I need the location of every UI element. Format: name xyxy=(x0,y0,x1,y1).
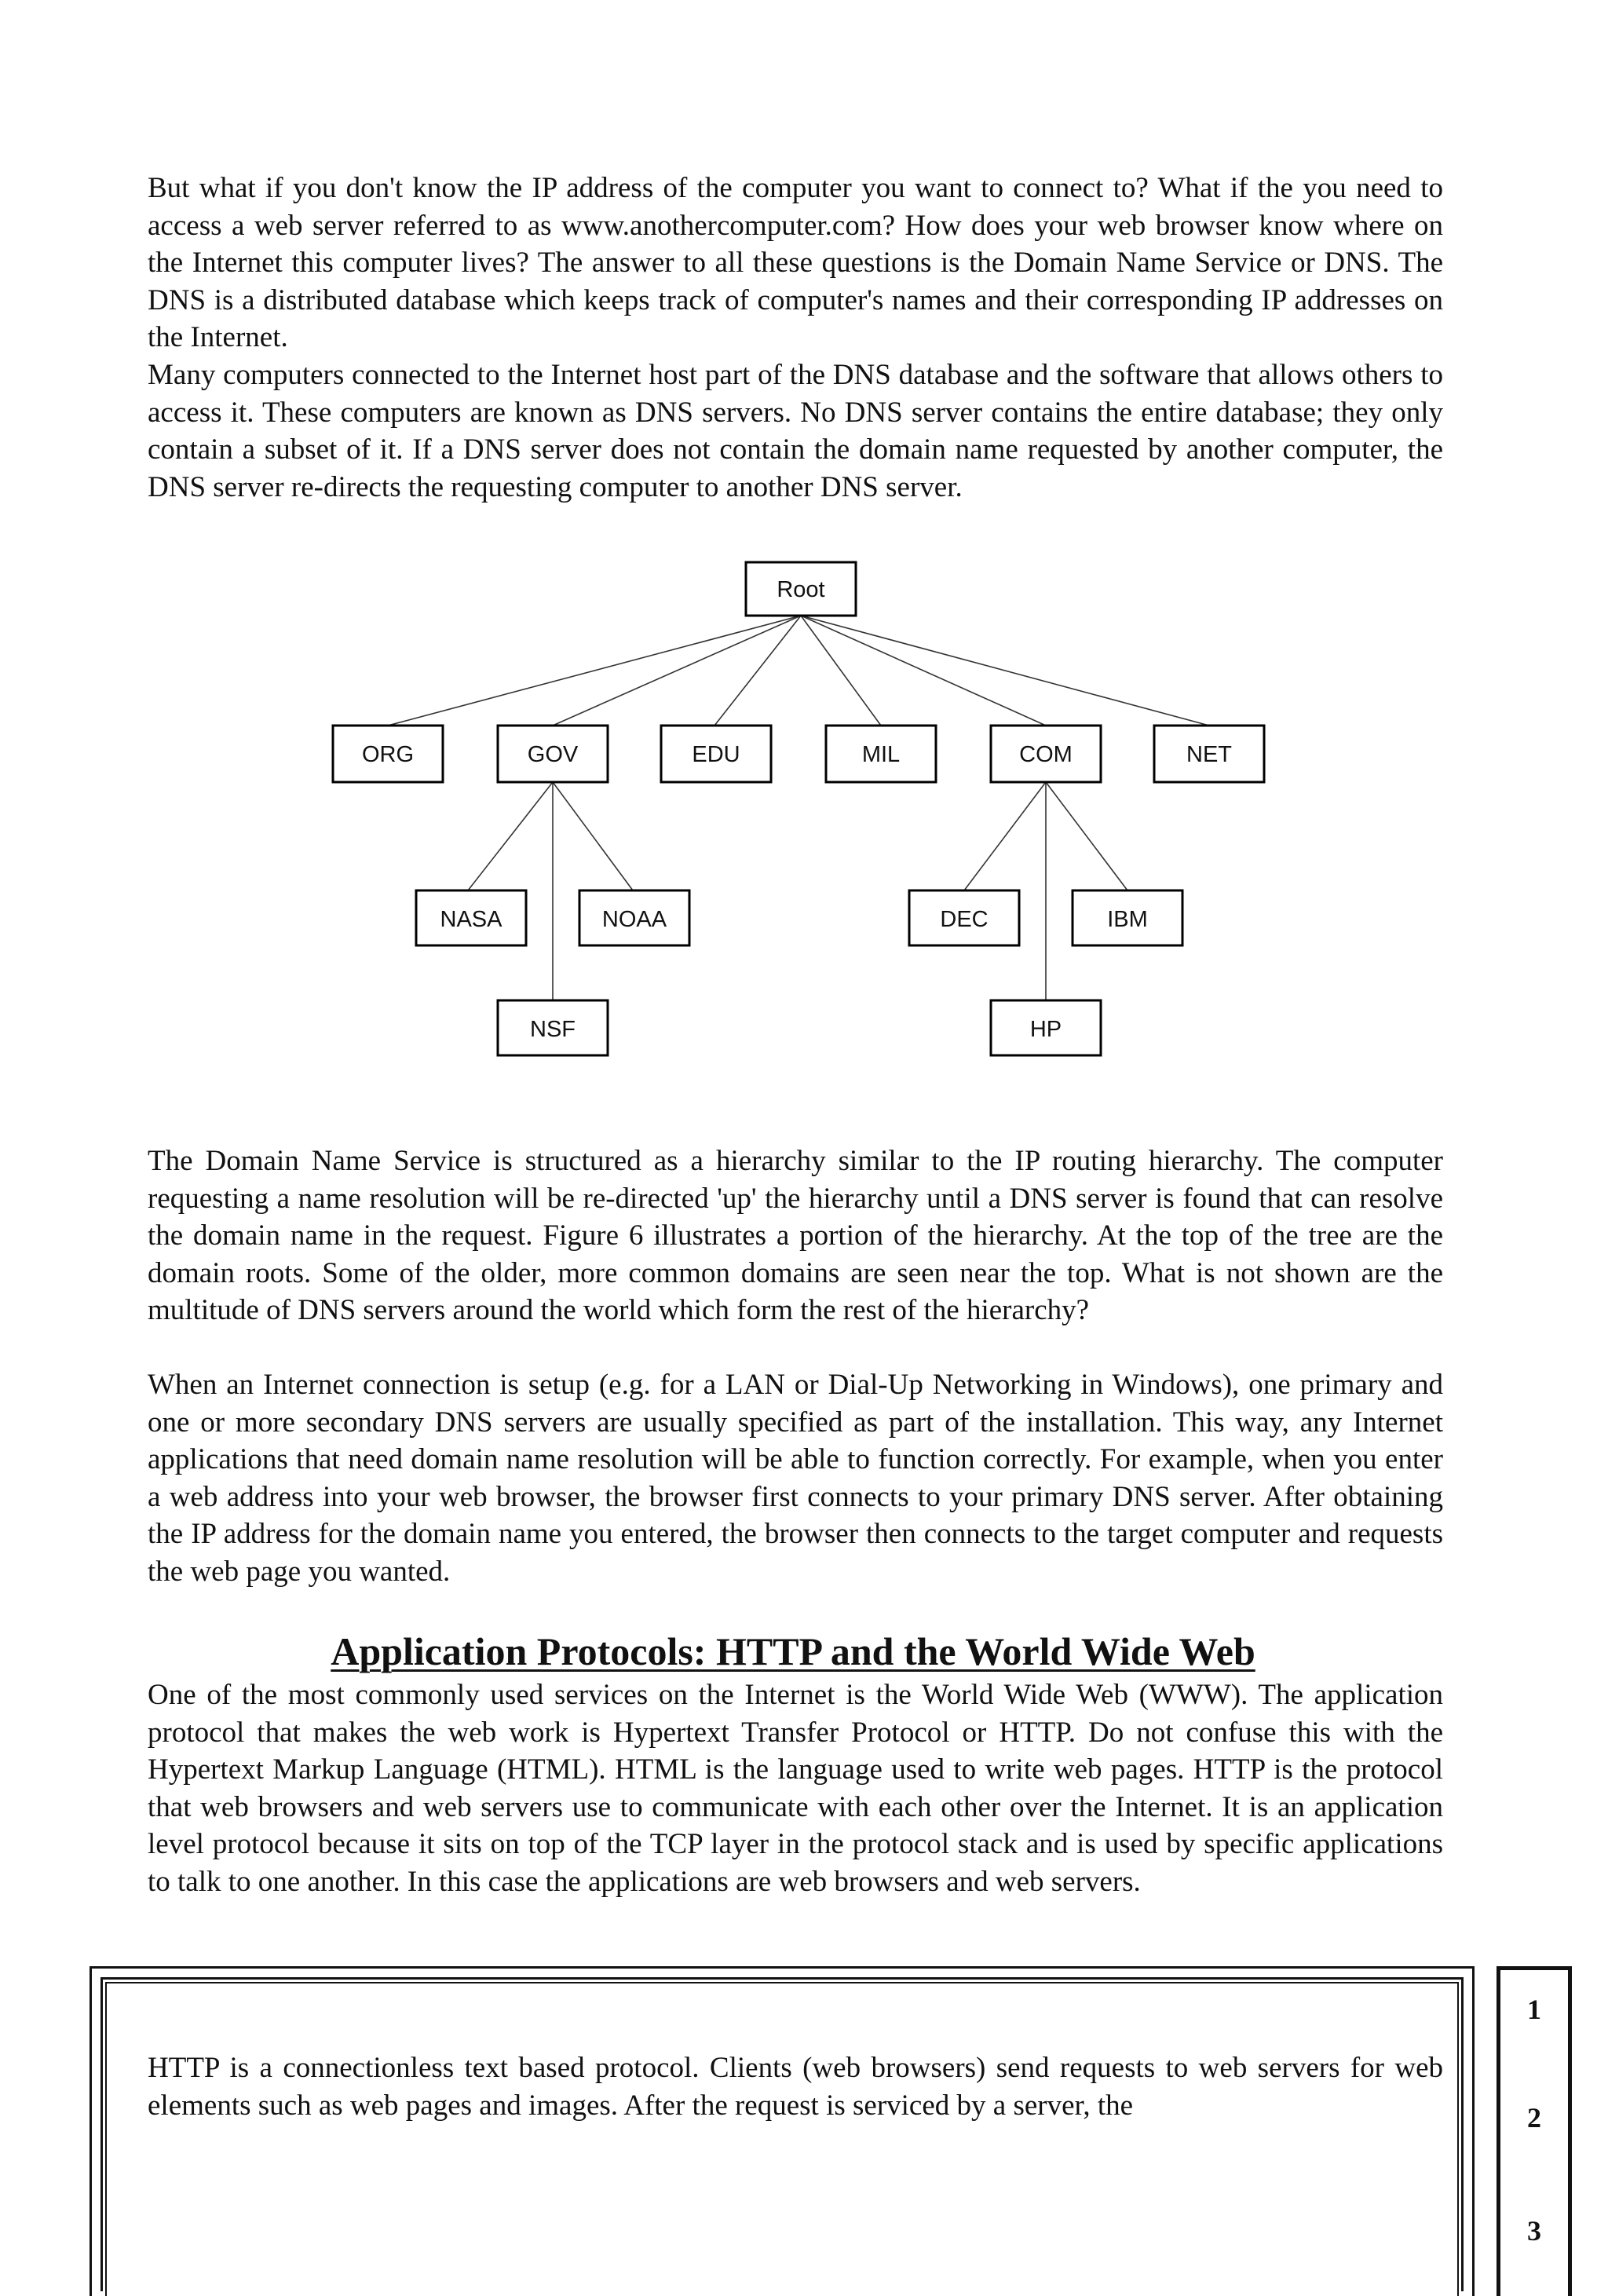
node-net xyxy=(1154,726,1264,782)
root-edges xyxy=(388,616,1209,726)
node-nasa xyxy=(416,890,526,945)
node-com-label: COM xyxy=(1019,742,1073,767)
node-root xyxy=(746,562,856,616)
node-gov-label: GOV xyxy=(527,742,579,767)
paragraph-dns-hierarchy: The Domain Name Service is structured as a hierarchy similar to the IP routing hierarchy. The computer requesting a name resolution will be re-directed 'up' the hierarchy until a DNS server is found that can resolve the domain name in the request. Figure 6 illustrates a portion of the hierarchy. At the top of the tree are the domain roots. Some of the older, more common domains are seen near the top. What is not shown are the multitude of DNS servers around the world which form the rest of the hierarchy? xyxy=(148,1145,1443,1326)
node-gov xyxy=(498,726,608,782)
paragraph-dns-servers: Many computers connected to the Internet host part of the DNS database and the software that allows others to access it. These computers are known as DNS servers. No DNS server contains the entire database; they only contain a subset of it. If a DNS server does not contain the domain name requested by another computer, the DNS server re-directs the requesting computer to another DNS server. xyxy=(148,359,1443,503)
node-org xyxy=(333,726,443,782)
node-root-label: Root xyxy=(777,577,825,602)
node-edu xyxy=(661,726,771,782)
node-mil xyxy=(826,726,936,782)
node-com xyxy=(991,726,1101,782)
side-number-1: 1 xyxy=(1527,1994,1541,2025)
node-noaa xyxy=(579,890,689,945)
paragraph-http-connectionless: HTTP is a connectionless text based protocol. Clients (web browsers) send requests to web servers for web elements such as web pages and images. After the request is serviced by a server, the xyxy=(148,2052,1443,2122)
paragraph-dns-intro: But what if you don't know the IP address of the computer you want to connect to? What if the you need to access a web server referred to as www.anothercomputer.com? How does your web browser know where on the Internet this computer lives? The answer to all these questions is the Domain Name Service or DNS. The DNS is a distributed database which keeps track of computer's names and their corresponding IP addresses on the Internet. xyxy=(148,172,1443,353)
node-nasa-label: NASA xyxy=(440,907,502,932)
node-net-label: NET xyxy=(1186,742,1232,767)
node-hp-label: HP xyxy=(1029,1017,1062,1042)
node-hp xyxy=(991,1000,1101,1055)
node-mil-label: MIL xyxy=(861,742,901,767)
node-dec-label: DEC xyxy=(940,907,989,932)
node-dec xyxy=(909,890,1019,945)
node-nsf-label: NSF xyxy=(530,1017,576,1042)
node-edu-label: EDU xyxy=(692,742,740,767)
section-heading-http: Application Protocols: HTTP and the World Wide Web xyxy=(331,1629,1255,1673)
paragraph-dns-setup: When an Internet connection is setup (e.g. for a LAN or Dial-Up Networking in Windows), one primary and one or more secondary DNS servers are usually specified as part of the installation. This way, any Internet applications that need domain name resolution will be able to function correctly. For example, when you enter a web address into your web browser, the browser first connects to your primary DNS server. After obtaining the IP address for the domain name you entered, the browser then connects to the target computer and requests the web page you wanted. xyxy=(148,1369,1443,1588)
node-noaa-label: NOAA xyxy=(601,907,667,932)
node-ibm xyxy=(1073,890,1182,945)
side-number-3: 3 xyxy=(1527,2215,1541,2247)
node-nsf xyxy=(498,1000,608,1055)
paragraph-http-intro: One of the most commonly used services on the Internet is the World Wide Web (WWW). The application protocol that makes the web work is Hypertext Transfer Protocol or HTTP. Do not confuse this with the Hypertext Markup Language (HTML). HTML is the language used to write web pages. HTTP is the protocol that web browsers and web servers use to communicate with each other over the Internet. It is an application level protocol because it sits on top of the TCP layer in the protocol stack and is used by specific applications to talk to one another. In this case the applications are web browsers and web servers. xyxy=(148,1679,1443,1898)
node-org-label: ORG xyxy=(361,742,415,767)
node-ibm-label: IBM xyxy=(1107,907,1148,932)
side-number-2: 2 xyxy=(1527,2102,1541,2133)
page-frame-inner-line xyxy=(105,1982,1459,2296)
